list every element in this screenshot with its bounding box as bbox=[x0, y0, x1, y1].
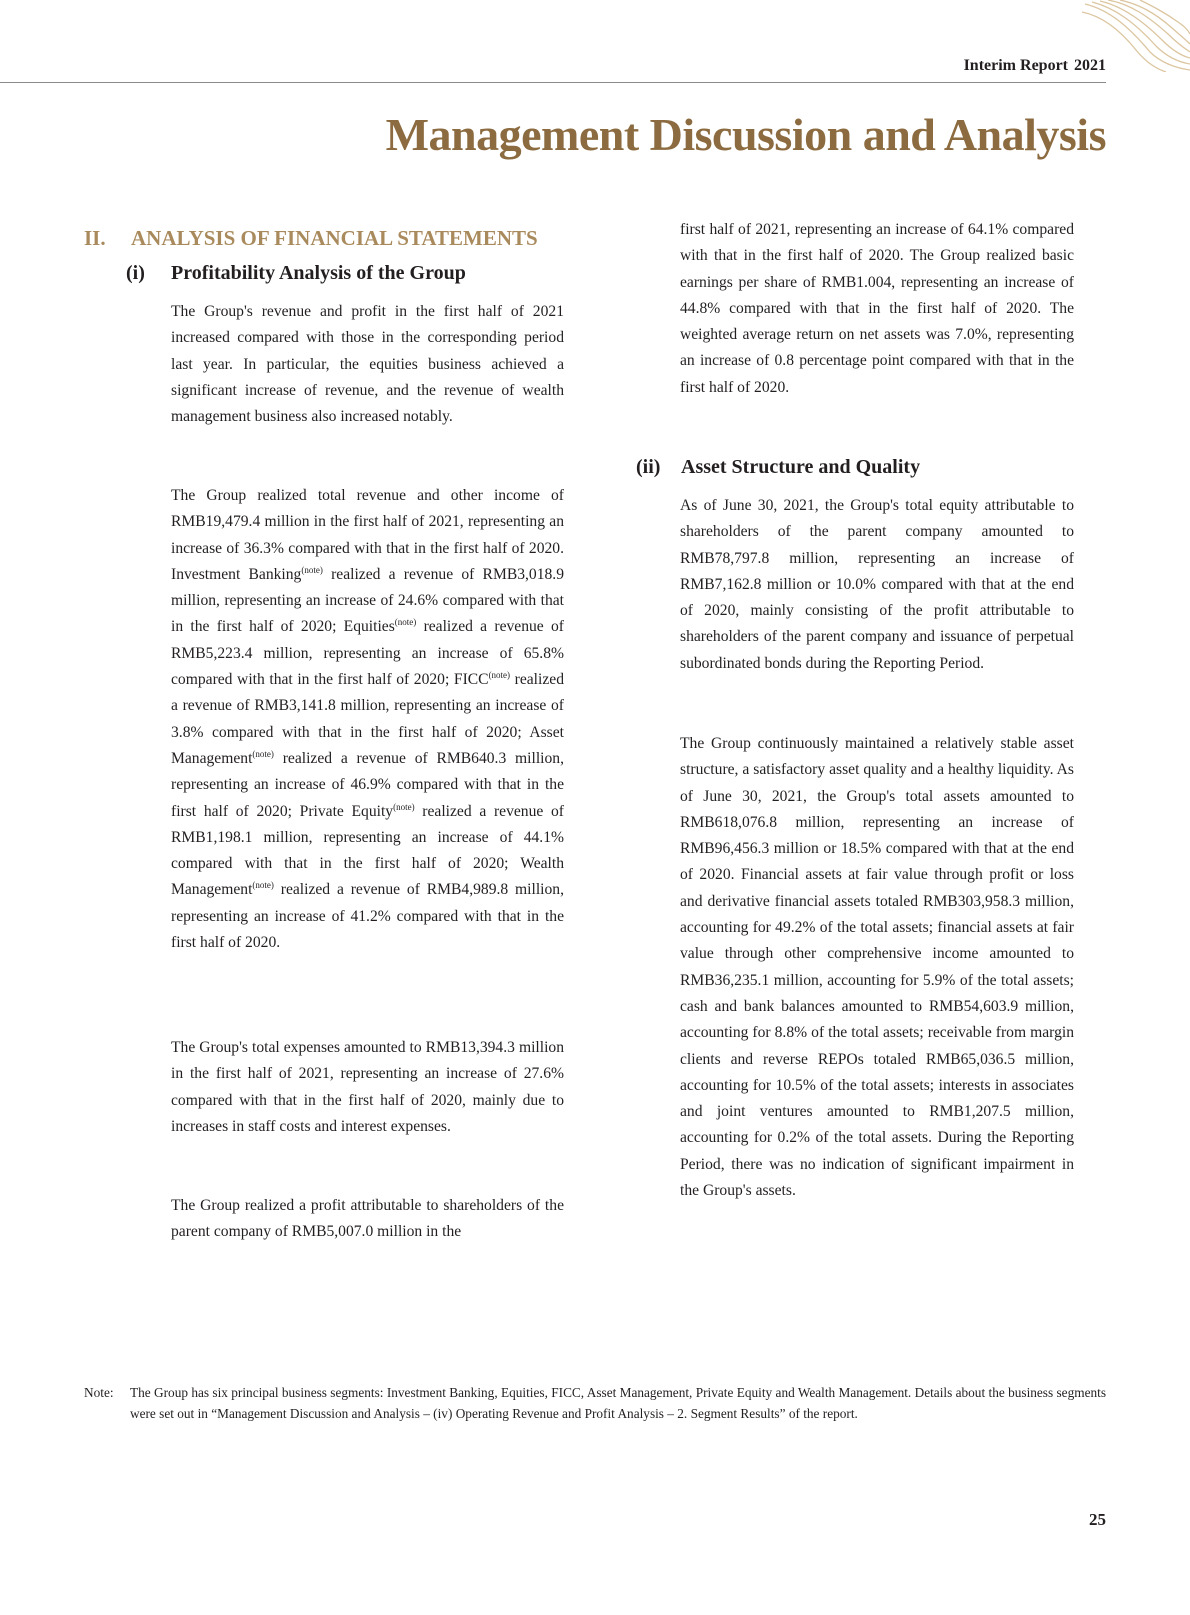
subsection-title: Profitability Analysis of the Group bbox=[171, 262, 466, 284]
subsection-number: (i) bbox=[126, 262, 145, 284]
paragraph-expenses: The Group's total expenses amounted to RMB13,394.3 million in the first half of 2021, representing an increase of 27.6% compared with that in the first half of 2020, mainly due to increases in staff costs and interest expenses. bbox=[171, 1039, 564, 1135]
header-divider bbox=[0, 82, 1106, 83]
paragraph-profit-part2: first half of 2021, representing an increase of 64.1% compared with that in the first half of 2020. The Group realized basic earnings per share of RMB1.004, representing an increase of 44.8% compared with that in the first half of 2020. The weighted average return on net assets was 7.0%, representing an increase of 0.8 percentage point compared with that in the first half of 2020. bbox=[680, 221, 1074, 396]
text-segment: The Group realized total revenue and other income of RMB19,479.4 million in the first half of 2021, representing an increase of 36.3% compared with that in the first half of 2020. Investment Banking bbox=[171, 487, 564, 583]
note-marker: (note) bbox=[301, 564, 323, 575]
section-heading bbox=[84, 226, 538, 251]
paragraph-profit-part1: The Group realized a profit attributable to shareholders of the parent company of RMB5,007.0 million in the bbox=[171, 1197, 564, 1241]
subsection-heading-asset-structure bbox=[636, 456, 920, 479]
section-title: ANALYSIS OF FINANCIAL STATEMENTS bbox=[131, 226, 538, 250]
note-marker: (note) bbox=[393, 801, 415, 812]
paragraph-segment-revenue bbox=[171, 483, 564, 956]
footnote-text: The Group has six principal business segments: Investment Banking, Equities, FICC, Asset Management, Private Equity and Wealth Management. Details about the business segments were set out in “Management Discussion and Analysis – (iv) Operating Revenue and Profit Analysis – 2. Segment Results” of the report. bbox=[130, 1385, 1106, 1421]
subsection-heading-profitability bbox=[126, 262, 466, 285]
report-name: Interim Report bbox=[963, 57, 1068, 74]
text-segment: realized a revenue of RMB3,018.9 million, representing an increase of 24.6% compared with that in the first half of 2020; Equities bbox=[171, 565, 564, 636]
note-marker: (note) bbox=[252, 880, 274, 891]
page-title: Management Discussion and Analysis bbox=[385, 109, 1106, 160]
paragraph-equity: As of June 30, 2021, the Group's total equity attributable to shareholders of the parent company amounted to RMB78,797.8 million, representing an increase of RMB7,162.8 million or 10.0% compared with that at the end of 2020, mainly consisting of the profit attributable to shareholders of the parent company and issuance of perpetual subordinated bonds during the Reporting Period. bbox=[680, 497, 1074, 672]
page-number: 25 bbox=[1089, 1510, 1106, 1529]
footnote-label: Note: bbox=[84, 1385, 114, 1400]
note-marker: (note) bbox=[252, 748, 274, 759]
running-header bbox=[964, 57, 1106, 75]
subsection-title: Asset Structure and Quality bbox=[681, 456, 921, 478]
text-segment: realized a revenue of RMB3,141.8 million, representing an increase of 3.8% compared with that in the first half of 2020; Asset Management bbox=[171, 671, 564, 767]
report-year: 2021 bbox=[1074, 57, 1106, 74]
section-number: II. bbox=[84, 226, 106, 250]
note-marker: (note) bbox=[394, 617, 417, 628]
note-marker: (note) bbox=[488, 670, 511, 681]
subsection-number: (ii) bbox=[636, 456, 661, 478]
text-segment: realized a revenue of RMB640.3 million, representing an increase of 46.9% compared with that in the first half of 2020; Private Equity bbox=[171, 749, 564, 820]
paragraph-revenue-overview: The Group's revenue and profit in the first half of 2021 increased compared with those in the corresponding period last year. In particular, the equities business achieved a significant increase of revenue, and the revenue of wealth management business also increased notably. bbox=[171, 303, 564, 426]
footnote bbox=[84, 1382, 1106, 1424]
paragraph-assets: The Group continuously maintained a relatively stable asset structure, a satisfactory asset quality and a healthy liquidity. As of June 30, 2021, the Group's total assets amounted to RMB618,076.8 million, representing an increase of RMB96,456.3 million or 18.5% compared with that at the end of 2020. Financial assets at fair value through profit or loss and derivative financial assets totaled RMB303,958.3 million, accounting for 49.2% of the total assets; financial assets at fair value through other comprehensive income amounted to RMB36,235.1 million, accounting for 5.9% of the total assets; cash and bank balances amounted to RMB54,603.9 million, accounting for 8.8% of the total assets; receivable from margin clients and reverse REPOs totaled RMB65,036.5 million, accounting for 10.5% of the total assets; interests in associates and joint ventures amounted to RMB1,207.5 million, accounting for 0.2% of the total assets. During the Reporting Period, there was no indication of significant impairment in the Group's assets. bbox=[680, 735, 1074, 1200]
text-segment: realized a revenue of RMB4,989.8 million, representing an increase of 41.2% compared with that in the first half of 2020. bbox=[171, 881, 564, 952]
text-segment: realized a revenue of RMB1,198.1 million, representing an increase of 44.1% compared with that in the first half of 2020; Wealth Management bbox=[171, 802, 564, 899]
text-segment: realized a revenue of RMB5,223.4 million, representing an increase of 65.8% compared with that in the first half of 2020; FICC bbox=[171, 618, 564, 689]
